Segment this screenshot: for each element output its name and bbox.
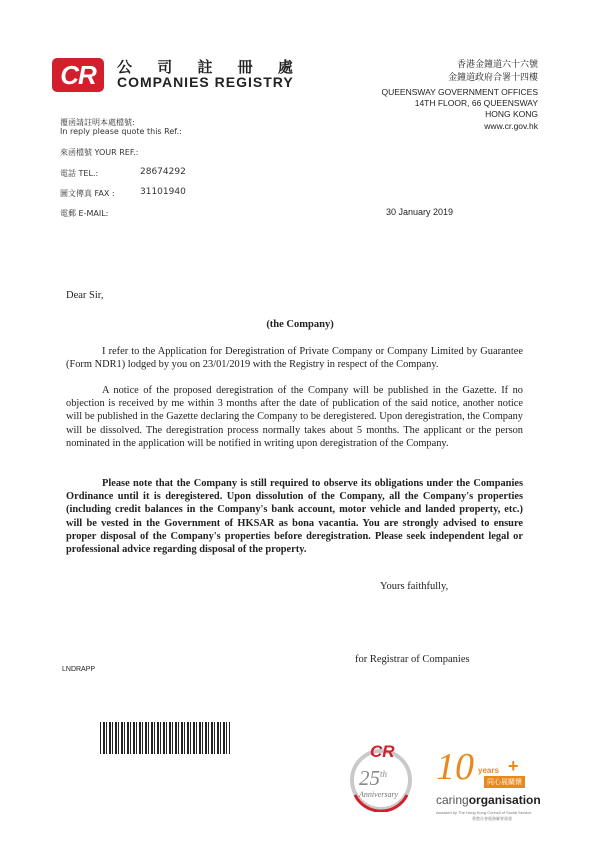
tel-value: 28674292	[140, 167, 186, 177]
caring-organisation-name: caringorganisation	[436, 793, 541, 807]
paragraph-1: I refer to the Application for Deregistration of Private Company or Company Limited by Guarantee (Form NDR1) lodged by you on 23/01/2019 with the Registry in respect of the Company.	[66, 346, 523, 371]
anniversary-word: Anniversary	[359, 790, 399, 799]
tel-label: 電話 TEL.:	[60, 169, 99, 178]
anniversary-cr-mark: CR	[370, 742, 395, 761]
salutation: Dear Sir,	[66, 290, 104, 301]
paragraph-3-notice: Please note that the Company is still required to observe its obligations under the Companies Ordinance until it is deregistered. Upon dissolution of the Company, all the Company's properties (including credit balances in the Company's bank account, motor vehicle and landed property, etc.) will be vested in the Government of HKSAR as bona vacantia. You are strongly advised to ensure proper disposal of the Company's properties before deregistration. Please seek independent legal or professional advice regarding disposal of the property.	[66, 478, 523, 556]
anniversary-number: 25th	[359, 766, 388, 790]
letter-subject: (the Company)	[266, 319, 334, 330]
caring-awarded-by-cn: 香港社會服務聯會頒發	[472, 816, 512, 821]
caring-years-label: years	[478, 766, 499, 775]
address-cn-line1: 香港金鐘道六十六號	[456, 60, 538, 70]
email-label: 電郵 E-MAIL:	[60, 209, 109, 218]
your-ref-label: 來函檔號 YOUR REF.:	[60, 148, 139, 157]
website-link[interactable]: www.cr.gov.hk	[484, 121, 538, 131]
reply-ref-cn: 覆函請註明本處檔號:	[60, 118, 135, 127]
address-cn-line2: 金鐘道政府合署十四樓	[447, 73, 538, 83]
closing: Yours faithfully,	[380, 581, 449, 592]
address-en-line1: QUEENSWAY GOVERNMENT OFFICES	[381, 87, 538, 97]
anniversary-emblem	[345, 740, 417, 812]
address-en-line3: HONG KONG	[485, 109, 538, 119]
caring-years-number: 10	[436, 746, 474, 788]
fax-label: 圖文傳真 FAX :	[60, 189, 115, 198]
caring-organisation-logo	[432, 746, 552, 824]
caring-awarded-by: Awarded by The Hong Kong Council of Social Service	[436, 810, 532, 815]
barcode	[100, 722, 230, 754]
letter-date: 30 January 2019	[386, 207, 454, 217]
org-name-en: COMPANIES REGISTRY	[117, 74, 294, 90]
plus-icon: +	[508, 756, 519, 776]
paragraph-2: A notice of the proposed deregistration of the Company will be published in the Gazette. If no objection is received by me within 3 months after the date of publication of the said notice, another notice will be published in the Gazette declaring the Company to be deregistered. Upon deregistration, the Company will be dissolved. The deregistration process normally takes about 5 months. The applicant or the person nominated in the application will be notified in writing upon deregistration of the Company.	[66, 385, 523, 449]
cr-logo: CR	[52, 58, 104, 92]
fax-value: 31101940	[140, 187, 186, 197]
org-name-cn: 公 司 註 冊 處	[117, 58, 303, 76]
address-en-line2: 14TH FLOOR, 66 QUEENSWAY	[414, 98, 538, 108]
reply-ref-en: In reply please quote this Ref.:	[60, 127, 182, 136]
signatory: for Registrar of Companies	[355, 654, 470, 665]
form-code: LNDRAPP	[62, 666, 96, 673]
caring-cn-badge: 同心展關懷	[484, 776, 525, 788]
